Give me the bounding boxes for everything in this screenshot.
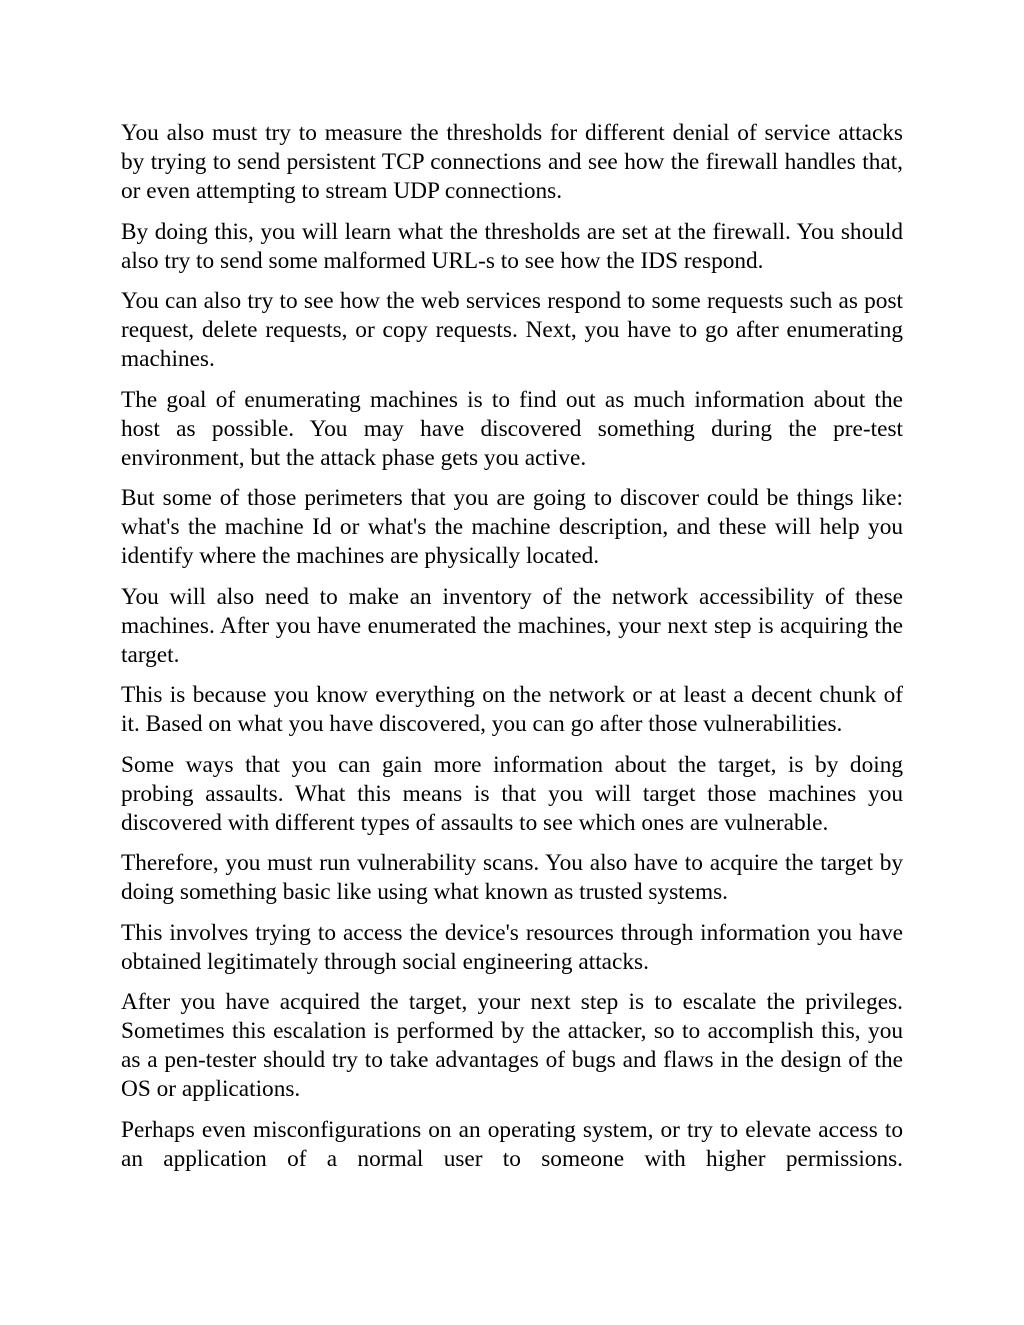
paragraph-10: This involves trying to access the device's resources through information you have obtained legitimately through social engineering attacks. [121, 919, 903, 975]
document-page [121, 119, 903, 1174]
paragraph-1: You also must try to measure the thresholds for different denial of service attacks by trying to send persistent TCP connections and see how the firewall handles that, or even attempting to stream UDP connections. [121, 120, 903, 204]
paragraph-3: You can also try to see how the web services respond to some requests such as post request, delete requests, or copy requests. Next, you have to go after enumerating machines. [121, 288, 903, 372]
paragraph-8: Some ways that you can gain more information about the target, is by doing probing assaults. What this means is that you will target those machines you discovered with different types of assaults to see which ones are vulnerable. [121, 751, 903, 836]
paragraph-12: Perhaps even misconfigurations on an operating system, or try to elevate access to an application of a normal user to someone with higher permissions. [121, 1116, 903, 1172]
paragraph-6: You will also need to make an inventory of the network accessibility of these machines. After you have enumerated the machines, your next step is acquiring the target. [121, 583, 903, 668]
paragraph-7: This is because you know everything on the network or at least a decent chunk of it. Based on what you have discovered, you can go after those vulnerabilities. [121, 682, 903, 737]
paragraph-2: By doing this, you will learn what the thresholds are set at the firewall. You should also try to send some malformed URL-s to see how the IDS respond. [121, 218, 903, 274]
paragraph-9: Therefore, you must run vulnerability scans. You also have to acquire the target by doing something basic like using what known as trusted systems. [121, 850, 903, 905]
paragraph-11: After you have acquired the target, your next step is to escalate the privileges. Sometimes this escalation is performed by the attacker, so to accomplish this, you as a pen-tester should try to take advantages of bugs and flaws in the design of the OS or applications. [121, 989, 903, 1102]
paragraph-5: But some of those perimeters that you are going to discover could be things like: what's the machine Id or what's the machine description, and these will help you identify where the machines are physically located. [121, 485, 903, 569]
paragraph-4: The goal of enumerating machines is to find out as much information about the host as possible. You may have discovered something during the pre-test environment, but the attack phase gets you active. [121, 386, 903, 471]
